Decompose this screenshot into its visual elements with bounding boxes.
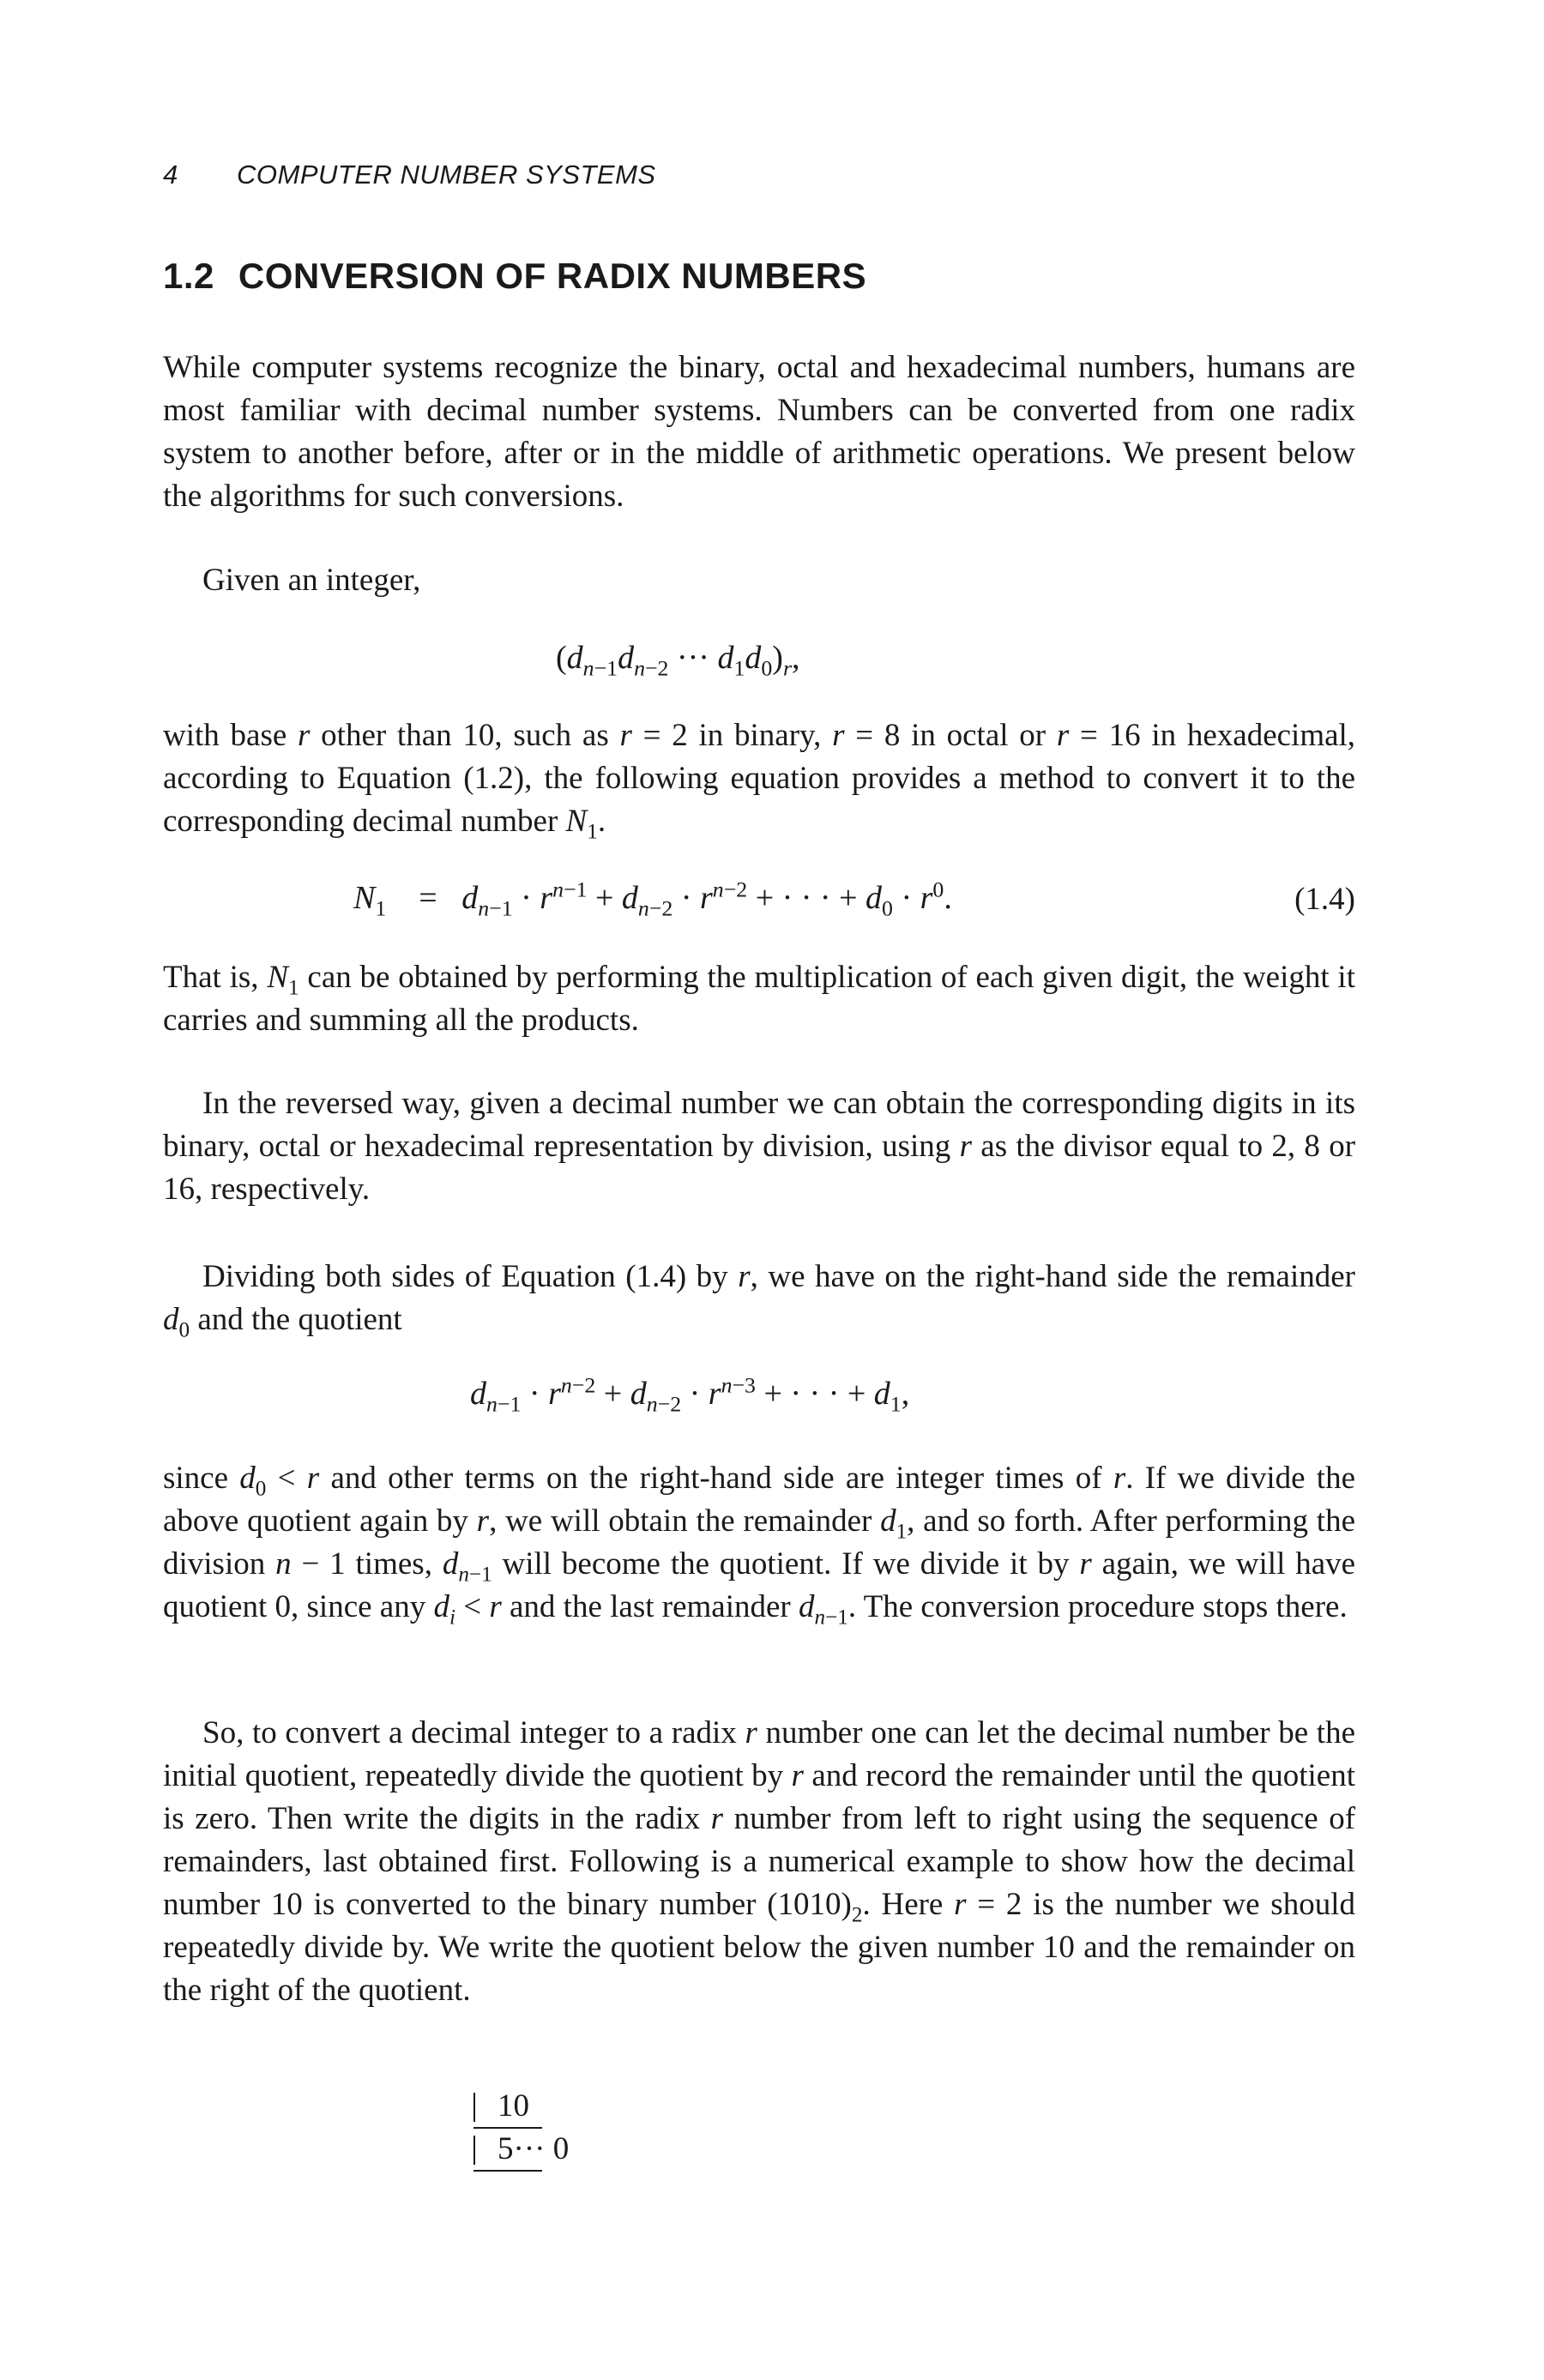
division-rule-1 [473, 2127, 542, 2129]
paragraph-since-d0: since $d_0 < r$ and other terms on the right-hand side are integer times of r. If we divide the above quotient again by r, we will obtain the remainder $d_1$, and so forth. After performing the division n − 1 times, $d_{n-1}$ will become the quotient. If we divide it by r again, we will have quotient 0, since any $d_i < r$ and the last remainder $d_{n-1}$. The conversion procedure stops there. [163, 1461, 1356, 1630]
division-rule-2 [473, 2170, 542, 2172]
running-title: COMPUTER NUMBER SYSTEMS [237, 160, 656, 190]
digit-sequence-formula: ($d_{n-1}d_{n-2}$ ··· $d_1d_0)_r$, [556, 640, 800, 681]
paragraph-n1-explanation: That is, $N_1$ can be obtained by performing the multiplication of each given digit, the weight it carries and summing all the products. [163, 960, 1355, 1038]
division-bar-2 [473, 2136, 475, 2165]
section-title: CONVERSION OF RADIX NUMBERS [238, 256, 867, 296]
equation-1-4: $N_1$ = $d_{n-1} \cdot r^{n-1} + d_{n-2} \cdot r^{n-2}$ + · · · + $d_0 \cdot r^0$. [353, 877, 952, 921]
section-heading [163, 256, 866, 297]
dividend: 10 [498, 2088, 529, 2124]
division-bar-1 [473, 2093, 475, 2122]
paragraph-dividing-both-sides: Dividing both sides of Equation (1.4) by r, we have on the right-hand side the remainder $d_0$ and the quotient [163, 1259, 1356, 1342]
running-header [163, 160, 656, 190]
page-number: 4 [163, 160, 178, 190]
paragraph-intro: While computer systems recognize the binary, octal and hexadecimal numbers, humans are most familiar with decimal number systems. Numbers can be converted from one radix system to another before, after or in the middle of arithmetic operations. We present below the algorithms for such conversions. [163, 350, 1355, 514]
quotient-formula: $d_{n-1} \cdot r^{n-2} + d_{n-2} \cdot r^{n-3}$ + · · · + $d_1$, [470, 1372, 910, 1417]
remainder-separator: ··· [513, 2131, 546, 2166]
section-number: 1.2 [163, 256, 214, 296]
division-example [472, 2076, 643, 2187]
division-quotient-row [498, 2130, 569, 2167]
equation-number: (1.4) [1294, 882, 1355, 917]
quotient: 5 [498, 2131, 514, 2166]
paragraph-base-description: with base r other than 10, such as r = 2 in binary, r = 8 in octal or r = 16 in hexadecimal, according to Equation (1.2), the following equation provides a method to convert it to the corresponding decimal number $N_1$. [163, 718, 1356, 844]
paragraph-reversed-way: In the reversed way, given a decimal number we can obtain the corresponding digits in its binary, octal or hexadecimal representation by division, using r as the divisor equal to 2, 8 or 16, respectively. [163, 1086, 1356, 1207]
paragraph-conversion-procedure: So, to convert a decimal integer to a radix r number one can let the decimal number be the initial quotient, repeatedly divide the quotient by r and record the remainder until the quotient is zero. Then write the digits in the radix r number from left to right using the sequence of remainders, last obtained first. Following is a numerical example to show how the decimal number 10 is converted to the binary number $(1010)_2$. Here r = 2 is the number we should repeatedly divide by. We write the quotient below the given number 10 and the remainder on the right of the quotient. [163, 1715, 1356, 2008]
paragraph-given-integer: Given an integer, [202, 563, 421, 598]
remainder: 0 [552, 2131, 570, 2166]
